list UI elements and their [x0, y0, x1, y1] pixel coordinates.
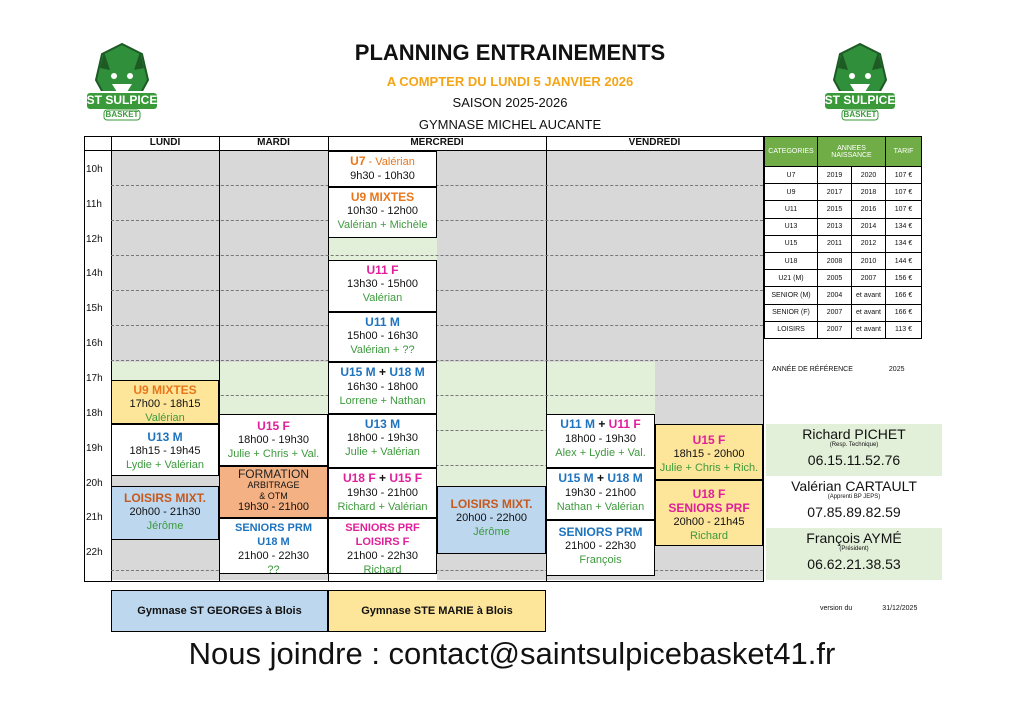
session-u18f-friday[interactable]: U18 F SENIORS PRF 20h00 - 21h45 Richard	[655, 480, 763, 546]
reference-year: ANNÉE DE RÉFÉRENCE 2025	[772, 366, 905, 373]
day-header-mardi: MARDI	[257, 137, 290, 148]
contact-phone[interactable]: 06.15.11.52.76	[807, 452, 901, 468]
footer-contact-email[interactable]: Nous joindre : contact@saintsulpicebasket41.fr	[188, 636, 836, 671]
contact-phone[interactable]: 06.62.21.38.53	[807, 556, 901, 572]
hour-label: 10h	[86, 164, 103, 175]
logo-text-sub: BASKET	[843, 110, 877, 119]
day-header-vendredi: VENDREDI	[628, 137, 681, 148]
hour-label: 19h	[86, 443, 103, 454]
contact-name: François AYMÉ	[806, 530, 902, 546]
birth-years-header: ANNEES NAISSANCE	[818, 137, 886, 167]
page-subtitle: A COMPTER DU LUNDI 5 JANVIER 2026	[386, 74, 634, 89]
hour-label: 16h	[86, 338, 103, 349]
free-slot	[328, 238, 437, 260]
session-u11f-wednesday[interactable]: U11 F 13h30 - 15h00 Valérian	[328, 260, 437, 312]
club-logo-left	[80, 40, 164, 140]
session-u18f-u15f-wednesday[interactable]: U18 F + U15 F 19h30 - 21h00 Richard + Valérian	[328, 468, 437, 518]
session-loisirs-wednesday[interactable]: LOISIRS MIXT. 20h00 - 22h00 Jérôme	[437, 486, 546, 554]
legend-gymnase-ste-marie: Gymnase STE MARIE à Blois	[328, 590, 546, 632]
contact-card	[766, 424, 942, 476]
session-u11-friday[interactable]: U11 M + U11 F 18h00 - 19h30 Alex + Lydie + Val.	[546, 414, 655, 468]
hour-label: 14h	[86, 268, 103, 279]
session-u13-wednesday[interactable]: U13 M 18h00 - 19h30 Julie + Valérian	[328, 414, 437, 468]
hour-label: 12h	[86, 234, 103, 245]
contact-role: (Apprenti BP JEPS)	[827, 494, 881, 500]
hour-label: 11h	[86, 199, 102, 210]
hour-label: 17h	[86, 373, 103, 384]
session-seniors-prf-wednesday[interactable]: SENIORS PRF LOISIRS F 21h00 - 22h30 Richard	[328, 518, 437, 574]
session-seniors-prm-friday[interactable]: SENIORS PRM 21h00 - 22h30 François	[546, 520, 655, 576]
contact-role: (Président)	[839, 546, 869, 552]
version-info: version du 31/12/2025	[820, 605, 918, 612]
free-slot	[437, 362, 546, 486]
gym-label: GYMNASE MICHEL AUCANTE	[418, 117, 602, 132]
session-seniors-prm-tuesday[interactable]: SENIORS PRM U18 M 21h00 - 22h30 ??	[219, 518, 328, 574]
session-u15f-friday[interactable]: U15 F 18h15 - 20h00 Julie + Chris + Rich.	[655, 424, 763, 480]
contact-card	[766, 528, 942, 580]
session-loisirs-monday[interactable]: LOISIRS MIXT. 20h00 - 21h30 Jérôme	[111, 486, 219, 540]
free-slot	[546, 362, 655, 414]
free-slot	[111, 362, 219, 380]
session-u7-wednesday[interactable]: U7 - Valérian 9h30 - 10h30	[328, 151, 437, 187]
session-u11m-wednesday[interactable]: U11 M 15h00 - 16h30 Valérian + ??	[328, 312, 437, 362]
contact-phone[interactable]: 07.85.89.82.59	[807, 504, 901, 520]
session-u9-wednesday[interactable]: U9 MIXTES 10h30 - 12h00 Valérian + Michèle	[328, 187, 437, 238]
session-formation-tuesday[interactable]: FORMATION ARBITRAGE & OTM 19h30 - 21h00	[219, 466, 328, 518]
session-u15-u18-friday[interactable]: U15 M + U18 M 19h30 - 21h00 Nathan + Valérian	[546, 468, 655, 520]
session-u15f-tuesday[interactable]: U15 F 18h00 - 19h30 Julie + Chris + Val.	[219, 414, 328, 466]
day-header-mercredi: MERCREDI	[410, 137, 464, 148]
season-label: SAISON 2025-2026	[452, 95, 568, 110]
logo-text-main: ST SULPICE	[86, 93, 158, 107]
contact-name: Richard PICHET	[802, 426, 906, 442]
session-u13-monday[interactable]: U13 M 18h15 - 19h45 Lydie + Valérian	[111, 424, 219, 476]
session-u9-monday[interactable]: U9 MIXTES 17h00 - 18h15 Valérian	[111, 380, 219, 424]
hour-label: 22h	[86, 547, 103, 558]
tarif-header: TARIF	[886, 137, 922, 167]
contact-role: (Resp. Technique)	[829, 442, 879, 448]
contact-name: Valérian CARTAULT	[791, 478, 917, 494]
page-title: PLANNING ENTRAINEMENTS	[354, 40, 666, 65]
hour-label: 20h	[86, 478, 103, 489]
categories-table: CATEGORIES ANNEES NAISSANCE TARIF U7 2019 2020 107 € U9 2017 2018 107 € U11 2015 2016 107 € U13 2013 2014 134 € U15 2011 2012 134 € U18 2008 2010 144 € U21 (M) 2005 2007 156 € SENIOR (M) 2004 et avant 166 € SENIOR (F) 2007 et avant 166 € LOISIRS 2007 et avant 113 €	[764, 136, 922, 339]
day-header-lundi: LUNDI	[149, 137, 181, 148]
session-u15-u18-wednesday[interactable]: U15 M + U18 M 16h30 - 18h00 Lorrene + Nathan	[328, 362, 437, 414]
club-logo-right	[818, 40, 902, 140]
legend-gymnase-st-georges: Gymnase ST GEORGES à Blois	[111, 590, 328, 632]
logo-text-main: ST SULPICE	[824, 93, 896, 107]
hour-label: 18h	[86, 408, 103, 419]
hour-label: 15h	[86, 303, 103, 314]
logo-text-sub: BASKET	[105, 110, 139, 119]
contact-card	[766, 476, 942, 528]
categories-header: CATEGORIES	[765, 137, 818, 167]
free-slot	[219, 362, 328, 414]
hour-label: 21h	[86, 512, 103, 523]
